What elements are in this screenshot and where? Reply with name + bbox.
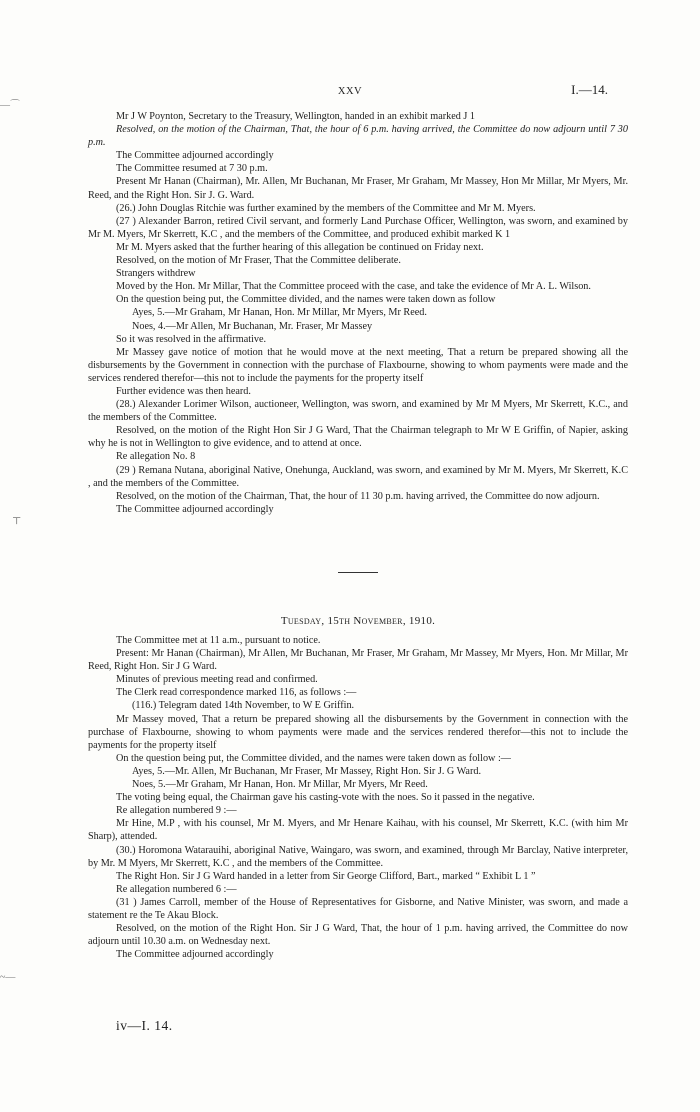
paragraph: The Clerk read correspondence marked 116, as follows :— [116,687,357,699]
section-evening-sitting [88,110,628,516]
paragraph: Resolved, on the motion of the Right Hon. Sir J G Ward, That, the hour of 1 p.m. having arrived, the Committee do now adjourn until 10.30 a.m. on Wednesday next. [88,923,628,948]
paragraph: Re allegation numbered 9 :— [116,805,237,817]
paragraph: Mr M. Myers asked that the further hearing of this allegation be continued on Friday next. [116,241,484,253]
paragraph: (30.) Horomona Watarauihi, aboriginal Native, Waingaro, was sworn, and examined, through Mr Barclay, Native interpreter, by Mr. M Myers, Mr Skerrett, K.C , and the members of the Committee. [88,844,628,869]
paragraph: Mr Massey gave notice of motion that he would move at the next meeting, That a return be prepared showing all the disbursements by the Government in connection with the purchase of Flaxbourne, showing to whom payments were made and the services rendered therefor—this not to include the payments for the property itself [88,346,628,384]
paragraph: The Committee adjourned accordingly [116,949,274,961]
vote-noes: Noes, 4.—Mr Allen, Mr Buchanan, Mr. Fraser, Mr Massey [132,320,373,332]
margin-scan-mark: ~— [0,972,16,983]
date-heading: Tuesday, 15th November, 1910. [280,614,436,627]
paragraph: Resolved, on the motion of the Right Hon Sir J G Ward, That the Chairman telegraph to Mr W E Griffin, of Napier, asking why he is not in Wellington to give evidence, and to attend at once. [88,425,628,450]
paragraph: The Committee adjourned accordingly [116,503,274,515]
paragraph: Minutes of previous meeting read and confirmed. [116,674,318,686]
paragraph: Mr Massey moved, That a return be prepared showing all the disbursements by the Government in connection with the purchase of Flaxbourne, showing to whom payments were made and the services rendered therefor—this not to include the payments for the property itself [88,713,628,751]
paragraph: On the question being put, the Committee divided, and the names were taken down as follow :— [116,752,511,764]
paragraph: Mr Hine, M.P , with his counsel, Mr M. Myers, and Mr Henare Kaihau, with his counsel, Mr Skerrett, K.C. (with him Mr Sharp), attended. [88,818,628,843]
section-tuesday-sitting [88,634,628,961]
paragraph: Re allegation No. 8 [116,451,196,463]
paragraph: Resolved, on the motion of the Chairman, That, the hour of 6 p.m. having arrived, the Committee do now adjourn until 7 30 p.m. [88,124,628,149]
paragraph: (28.) Alexander Lorimer Wilson, auctioneer, Wellington, was sworn, and examined by Mr M Myers, Mr Skerrett, K.C., and the members of the Committee. [88,399,628,424]
paragraph: Strangers withdrew [116,268,196,280]
vote-ayes: Ayes, 5.—Mr. Allen, Mr Buchanan, Mr Fraser, Mr Massey, Right Hon. Sir J. G Ward. [132,765,481,777]
margin-scan-mark: —⌒ [0,100,20,111]
paragraph: Re allegation numbered 6 :— [116,883,237,895]
margin-scan-mark: ⊤ [12,516,22,527]
paragraph: (27 ) Alexander Barron, retired Civil servant, and formerly Land Purchase Officer, Wellington, was sworn, and examined by Mr M. Myers, Mr Skerrett, K.C , and the members of the Committee, and produced exhibit marked K 1 [88,215,628,240]
vote-ayes: Ayes, 5.—Mr Graham, Mr Hanan, Hon. Mr Millar, Mr Myers, Mr Reed. [132,307,427,319]
signature-footer: iv—I. 14. [116,1018,173,1033]
section-divider [338,572,378,573]
paragraph: On the question being put, the Committee divided, and the names were taken down as follow [116,294,496,306]
minutes-body [88,110,628,961]
paragraph: Moved by the Hon. Mr Millar, That the Committee proceed with the case, and take the evidence of Mr A. L. Wilson. [116,281,591,293]
paragraph: The voting being equal, the Chairman gave his casting-vote with the noes. So it passed in the negative. [116,792,535,804]
paragraph: Resolved, on the motion of the Chairman, That, the hour of 11 30 p.m. having arrived, the Committee do now adjourn. [116,490,600,502]
paragraph: (31 ) James Carroll, member of the House of Representatives for Gisborne, and Native Minister, was sworn, and made a statement re the Te Akau Block. [88,896,628,921]
paragraph: (26.) John Douglas Ritchie was further examined by the members of the Committee and Mr M. Myers. [116,202,536,214]
paragraph: So it was resolved in the affirmative. [116,333,267,345]
paragraph: The Right Hon. Sir J G Ward handed in a letter from Sir George Clifford, Bart., marked “ Exhibit L 1 ” [116,870,536,882]
paragraph: (29 ) Remana Nutana, aboriginal Native, Onehunga, Auckland, was sworn, and examined by Mr M. Myers, Mr Skerrett, K.C , and the members of the Committee. [88,464,628,489]
vote-noes: Noes, 5.—Mr Graham, Mr Hanan, Hon. Mr Millar, Mr Myers, Mr Reed. [132,779,428,791]
paragraph: Mr J W Poynton, Secretary to the Treasury, Wellington, handed in an exhibit marked J 1 [116,111,475,122]
paragraph: The Committee met at 11 a.m., pursuant to notice. [116,635,321,646]
paragraph: Present Mr Hanan (Chairman), Mr. Allen, Mr Buchanan, Mr Fraser, Mr Graham, Mr Massey, Hon Mr Millar, Mr Myers, Mr. Reed, and the Right Hon. Sir J. G. Ward. [88,176,628,201]
paragraph: The Committee adjourned accordingly [116,150,274,162]
paragraph: Further evidence was then heard. [116,385,251,397]
paragraph: Present: Mr Hanan (Chairman), Mr Allen, Mr Buchanan, Mr Fraser, Mr Graham, Mr Massey, Mr Myers, Hon. Mr Millar, Mr Reed, Right Hon. Sir J G Ward. [88,648,628,673]
page-number: XXV [337,86,363,97]
paragraph: (116.) Telegram dated 14th November, to W E Griffin. [132,700,355,712]
paper-reference: I.—14. [571,82,608,97]
paragraph: Resolved, on the motion of Mr Fraser, That the Committee deliberate. [116,255,401,267]
paragraph: The Committee resumed at 7 30 p.m. [116,163,268,175]
